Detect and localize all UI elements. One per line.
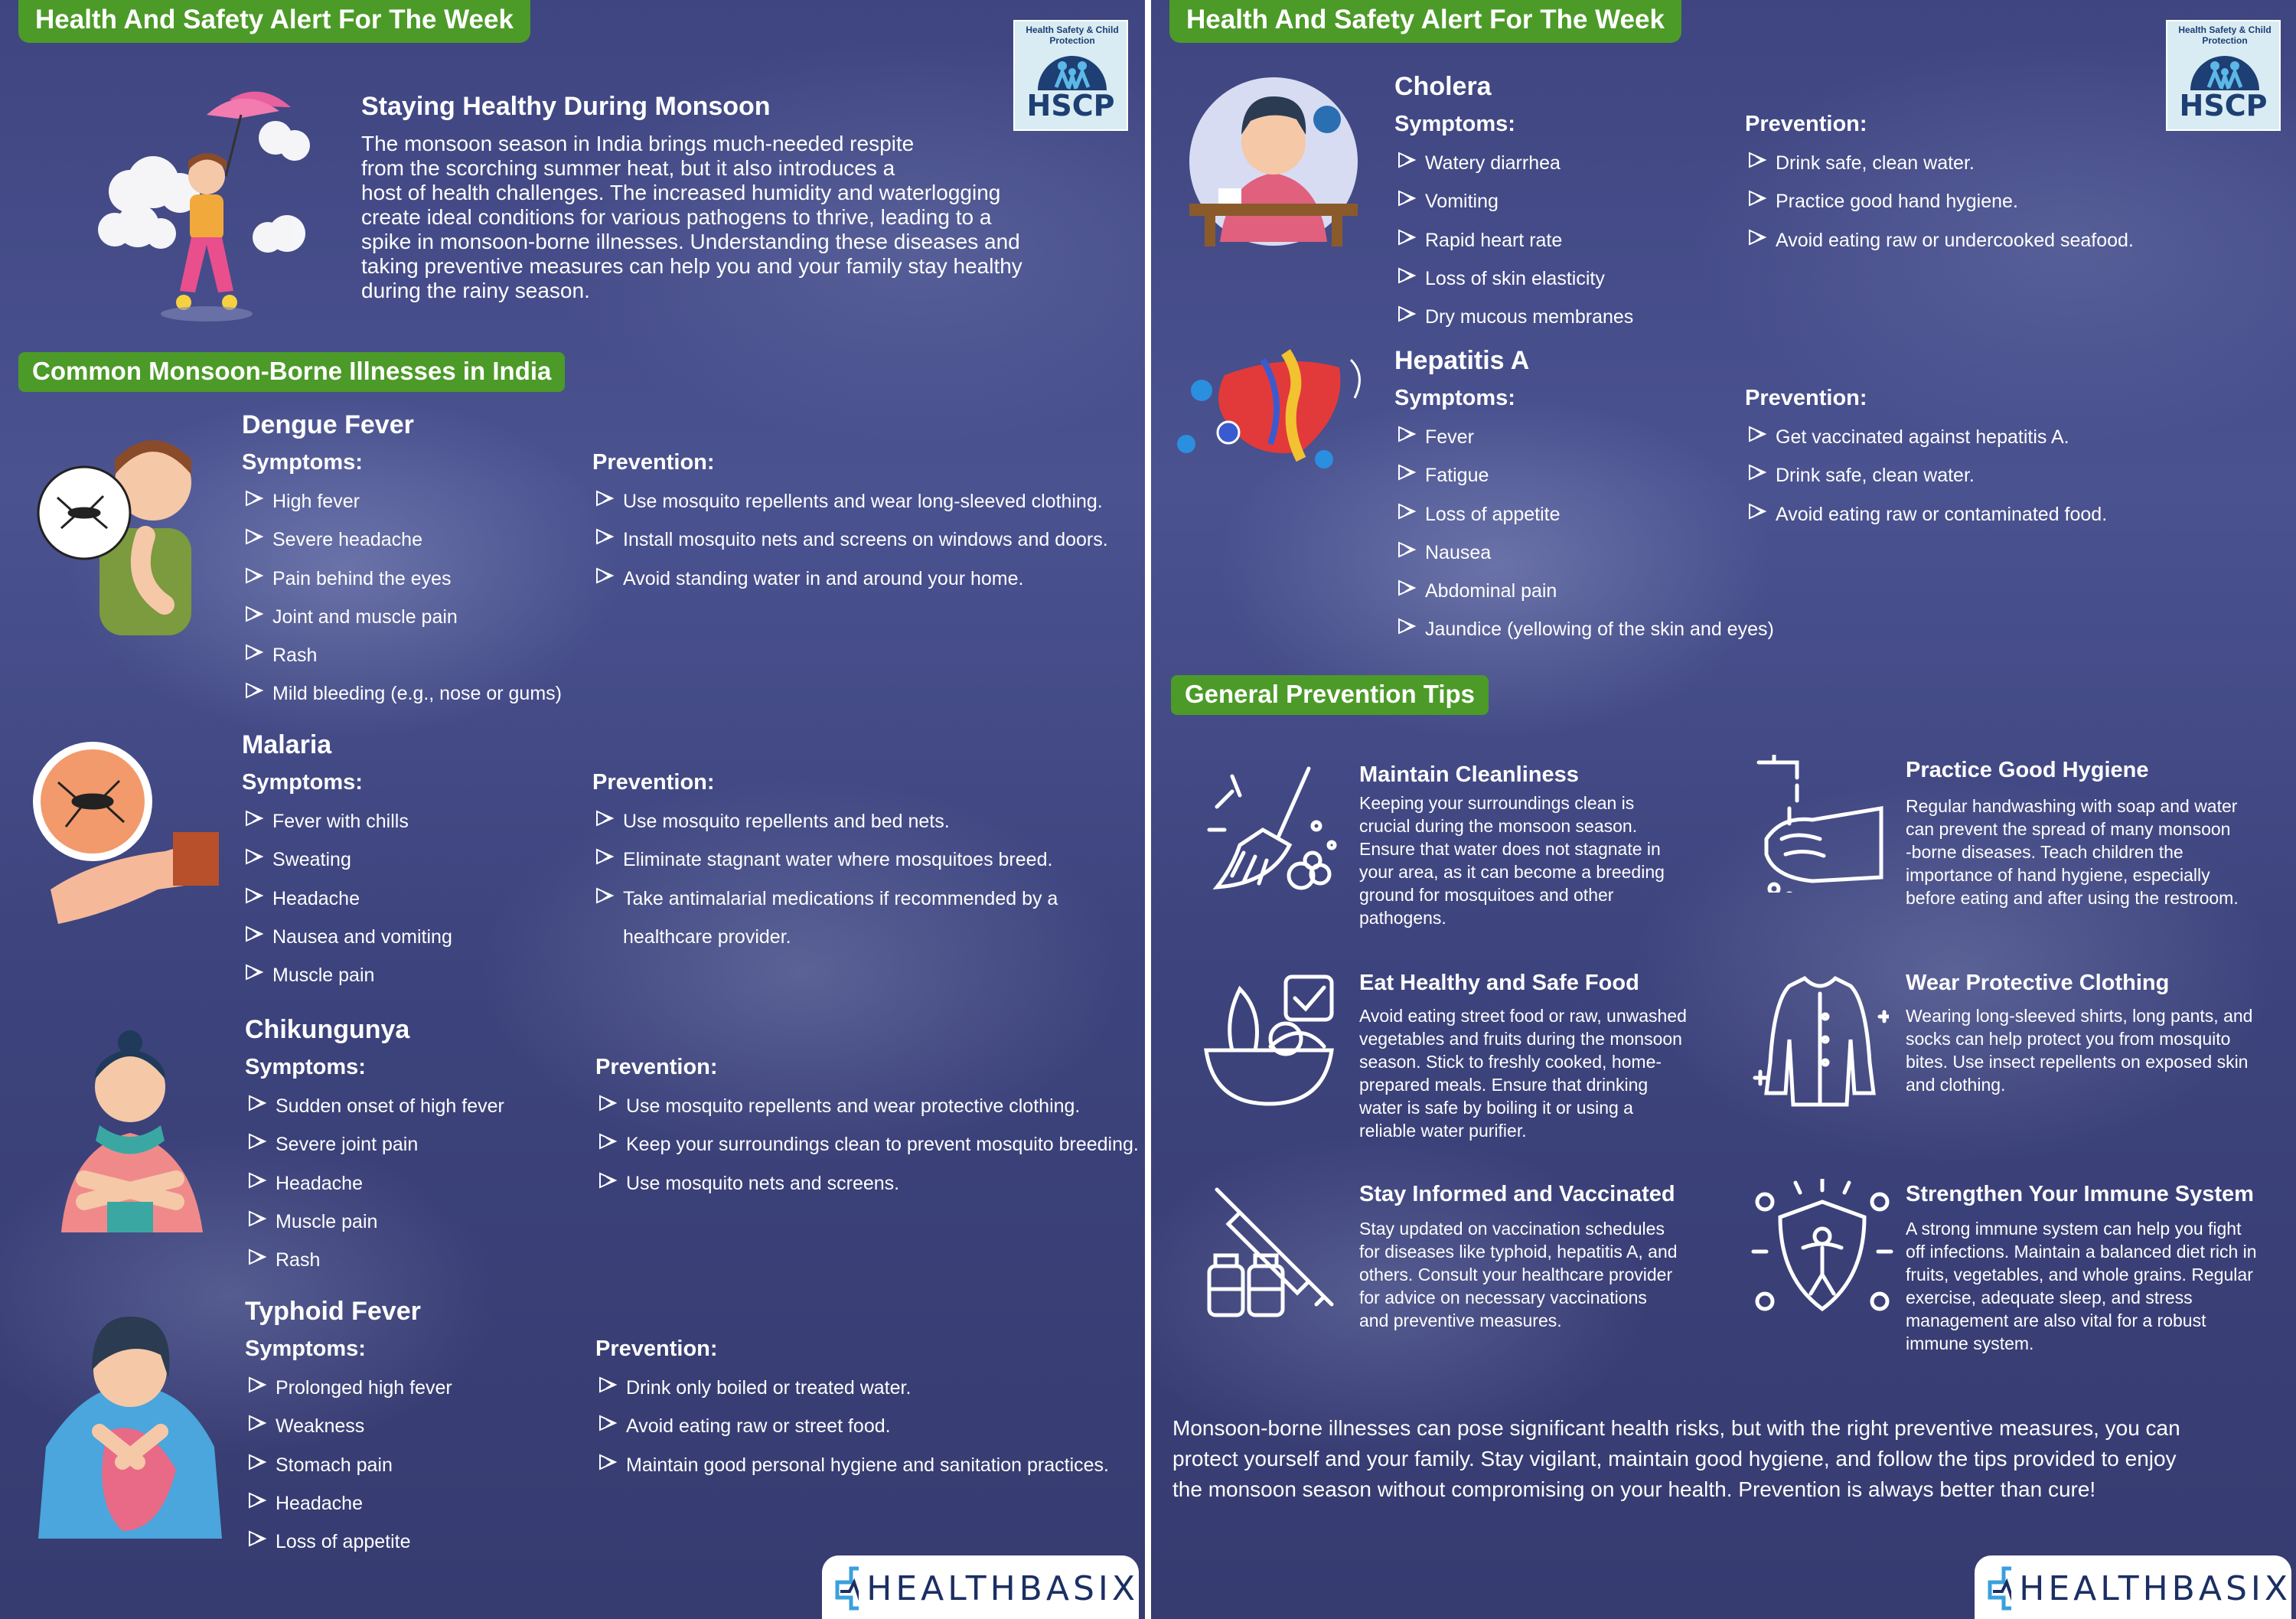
symptoms-label: Symptoms: — [1394, 112, 1515, 136]
handwashing-icon — [1751, 755, 1889, 893]
hscp-arc-text: Health Safety & Child Protection — [2178, 24, 2272, 46]
list-item: Jaundice (yellowing of the skin and eyes) — [1396, 615, 1855, 653]
chevron-right-icon — [1746, 423, 1776, 454]
tip-title: Maintain Cleanliness — [1359, 762, 1579, 787]
vaccine-syringe-icon — [1202, 1182, 1339, 1320]
page-divider — [1145, 0, 1151, 1619]
list-item: Rash — [243, 641, 572, 679]
intro-line: from the scorching summer heat, but it also introduces a — [361, 156, 895, 180]
dengue-prevention-list — [594, 487, 1137, 602]
list-item: Muscle pain — [246, 1207, 576, 1245]
chevron-right-icon — [243, 884, 272, 916]
long-sleeve-shirt-icon — [1751, 971, 1889, 1108]
chevron-right-icon — [1746, 226, 1776, 257]
chevron-right-icon — [1396, 576, 1425, 608]
chevron-right-icon — [243, 487, 272, 518]
list-item: Dry mucous membranes — [1396, 302, 1725, 341]
closing-line: the monsoon season without compromising on your health. Prevention is always better than cure! — [1172, 1477, 2096, 1501]
chevron-right-icon — [1396, 226, 1425, 257]
symptoms-label: Symptoms: — [242, 450, 363, 475]
chevron-right-icon — [1396, 461, 1425, 492]
chevron-right-icon — [597, 1169, 626, 1200]
list-item: Loss of skin elasticity — [1396, 264, 1725, 302]
symptoms-label: Symptoms: — [245, 1337, 366, 1361]
chevron-right-icon — [243, 602, 272, 634]
intro-line: spike in monsoon-borne illnesses. Understanding these diseases and — [361, 230, 1020, 253]
tip-title: Practice Good Hygiene — [1906, 758, 2149, 782]
intro-title: Staying Healthy During Monsoon — [361, 92, 771, 121]
malaria-illustration — [28, 736, 227, 943]
intro-paragraph — [361, 132, 1065, 303]
hscp-arc-text: Health Safety & Child Protection — [1026, 24, 1119, 46]
chevron-right-icon — [246, 1373, 276, 1405]
cholera-prevention-list — [1746, 149, 2282, 264]
hscp-logo-text: HSCP — [2179, 89, 2268, 122]
chevron-right-icon — [594, 564, 623, 596]
illness-title-cholera: Cholera — [1394, 72, 1492, 101]
healthbasix-logo — [822, 1555, 1139, 1619]
header-banner: Health And Safety Alert For The Week — [18, 0, 530, 43]
list-item: High fever — [243, 487, 572, 525]
list-item: Pain behind the eyes — [243, 564, 572, 602]
prevention-label: Prevention: — [595, 1055, 718, 1079]
list-item: healthcare provider. — [623, 925, 791, 948]
healthy-food-bowl-icon — [1202, 974, 1339, 1111]
chevron-right-icon — [246, 1130, 276, 1161]
chevron-right-icon — [1396, 615, 1425, 646]
chevron-right-icon — [246, 1169, 276, 1200]
list-item: Sudden onset of high fever — [246, 1092, 576, 1130]
intro-line: host of health challenges. The increased humidity and waterlogging — [361, 181, 1001, 204]
list-item: Avoid eating raw or street food. — [597, 1412, 1142, 1450]
chevron-right-icon — [243, 961, 272, 992]
chevron-right-icon — [597, 1412, 626, 1443]
chikungunya-prevention-list — [597, 1092, 1142, 1207]
chevron-right-icon — [1396, 538, 1425, 570]
list-item: Joint and muscle pain — [243, 602, 572, 641]
symptoms-label: Symptoms: — [1394, 386, 1515, 410]
list-item: Use mosquito repellents and bed nets. — [594, 807, 1137, 845]
broom-icon — [1202, 761, 1339, 899]
list-item: Nausea and vomiting — [243, 922, 572, 961]
chevron-right-icon — [243, 564, 272, 596]
list-item: Avoid eating raw or contaminated food. — [1746, 500, 2282, 538]
chevron-right-icon — [243, 845, 272, 876]
right-page — [1151, 0, 2296, 1619]
chevron-right-icon — [243, 641, 272, 672]
healthbasix-logo — [1975, 1555, 2291, 1619]
tip-title: Stay Informed and Vaccinated — [1359, 1182, 1675, 1206]
list-item: Headache — [243, 884, 572, 922]
chevron-right-icon — [597, 1373, 626, 1405]
prevention-label: Prevention: — [1745, 112, 1867, 136]
list-item: Use mosquito repellents and wear protective clothing. — [597, 1092, 1142, 1130]
illness-title-dengue: Dengue Fever — [242, 410, 414, 439]
symptoms-label: Symptoms: — [245, 1055, 366, 1079]
list-item: Avoid standing water in and around your home. — [594, 564, 1137, 602]
chikungunya-symptoms-list — [246, 1092, 576, 1284]
typhoid-illustration — [31, 1301, 230, 1546]
list-item: Headache — [246, 1169, 576, 1207]
list-item: Vomiting — [1396, 187, 1725, 225]
prevention-label: Prevention: — [592, 770, 715, 795]
list-item: Maintain good personal hygiene and sanitation practices. — [597, 1451, 1142, 1489]
list-item: Rash — [246, 1245, 576, 1284]
typhoid-symptoms-list — [246, 1373, 576, 1565]
list-item: Loss of appetite — [1396, 500, 1855, 538]
list-item: Take antimalarial medications if recommended by a — [594, 884, 1137, 922]
typhoid-prevention-list — [597, 1373, 1142, 1489]
left-page — [0, 0, 1145, 1619]
chevron-right-icon — [594, 525, 623, 557]
chevron-right-icon — [597, 1092, 626, 1123]
chevron-right-icon — [243, 679, 272, 710]
chevron-right-icon — [246, 1527, 276, 1559]
chevron-right-icon — [1746, 149, 1776, 180]
chevron-right-icon — [1396, 149, 1425, 180]
list-item: Keep your surroundings clean to prevent mosquito breeding. — [597, 1130, 1142, 1168]
immune-shield-icon — [1750, 1179, 1895, 1324]
list-item: Fatigue — [1396, 461, 1855, 499]
chevron-right-icon — [1396, 302, 1425, 334]
intro-line: taking preventive measures can help you and your family stay healthy — [361, 254, 1022, 278]
prevention-label: Prevention: — [595, 1337, 718, 1361]
list-item: Install mosquito nets and screens on windows and doors. — [594, 525, 1137, 563]
tip-body: Wearing long-sleeved shirts, long pants, and socks can help protect you from mosquito bites. Use insect repellents on exposed skin and clothing. — [1906, 1006, 2253, 1095]
chevron-right-icon — [597, 1451, 626, 1482]
list-item: Use mosquito nets and screens. — [597, 1169, 1142, 1207]
tip-title: Strengthen Your Immune System — [1906, 1182, 2254, 1206]
prevention-label: Prevention: — [592, 450, 715, 475]
brand-text: HEALTHBASIX — [2019, 1568, 2291, 1608]
closing-line: Monsoon-borne illnesses can pose significant health risks, but with the right preventive measures, you can — [1172, 1416, 2180, 1440]
symptoms-label: Symptoms: — [242, 770, 363, 795]
chevron-right-icon — [243, 807, 272, 838]
list-item: Eliminate stagnant water where mosquitoes breed. — [594, 845, 1137, 883]
list-item: Fever with chills — [243, 807, 572, 845]
prevention-label: Prevention: — [1745, 386, 1867, 410]
tip-body: A strong immune system can help you fight off infections. Maintain a balanced diet rich in fruits, vegetables, and whole grains. Regular exercise, adequate sleep, and stress management are also vital for a robust immune system. — [1906, 1219, 2257, 1353]
illness-title-typhoid: Typhoid Fever — [245, 1297, 421, 1326]
illness-title-malaria: Malaria — [242, 730, 332, 759]
list-item: Watery diarrhea — [1396, 149, 1725, 187]
dengue-illustration — [31, 413, 230, 643]
cholera-symptoms-list — [1396, 149, 1725, 341]
list-item: Practice good hand hygiene. — [1746, 187, 2282, 225]
list-item: Drink only boiled or treated water. — [597, 1373, 1142, 1412]
chevron-right-icon — [594, 487, 623, 518]
list-item: Drink safe, clean water. — [1746, 461, 2282, 499]
chevron-right-icon — [1396, 264, 1425, 295]
hscp-logo — [2166, 20, 2281, 131]
chevron-right-icon — [243, 922, 272, 954]
section-banner-illnesses: Common Monsoon-Borne Illnesses in India — [18, 352, 565, 392]
list-item: Avoid eating raw or undercooked seafood. — [1746, 226, 2282, 264]
chevron-right-icon — [246, 1489, 276, 1520]
intro-line: The monsoon season in India brings much-needed respite — [361, 132, 915, 155]
list-item: Severe joint pain — [246, 1130, 576, 1168]
list-item: Get vaccinated against hepatitis A. — [1746, 423, 2282, 461]
chevron-right-icon — [246, 1451, 276, 1482]
list-item: Stomach pain — [246, 1451, 576, 1489]
hepatitis-liver-illustration — [1171, 344, 1378, 498]
closing-line: protect yourself and your family. Stay vigilant, maintain good hygiene, and follow the tips provided to enjoy — [1172, 1447, 2177, 1470]
chevron-right-icon — [246, 1092, 276, 1123]
chevron-right-icon — [246, 1412, 276, 1443]
list-item: Abdominal pain — [1396, 576, 1855, 615]
intro-line: during the rainy season. — [361, 279, 590, 302]
chevron-right-icon — [594, 884, 623, 916]
chevron-right-icon — [246, 1207, 276, 1239]
list-item: Loss of appetite — [246, 1527, 576, 1565]
list-item: Nausea — [1396, 538, 1855, 576]
tip-title: Wear Protective Clothing — [1906, 971, 2170, 995]
health-cross-icon — [1987, 1565, 2011, 1611]
chevron-right-icon — [1746, 187, 1776, 218]
tip-title: Eat Healthy and Safe Food — [1359, 971, 1639, 995]
chikungunya-illustration — [31, 1018, 230, 1240]
closing-paragraph — [1172, 1413, 2282, 1505]
tip-body: Regular handwashing with soap and water can prevent the spread of many monsoon -borne diseases. Teach children the importance of hand hygiene, especially before eating and after using the restroom. — [1906, 796, 2239, 908]
list-item: Drink safe, clean water. — [1746, 149, 2282, 187]
chevron-right-icon — [1396, 423, 1425, 454]
header-banner: Health And Safety Alert For The Week — [1169, 0, 1681, 43]
chevron-right-icon — [1396, 187, 1425, 218]
chevron-right-icon — [594, 807, 623, 838]
chevron-right-icon — [246, 1245, 276, 1277]
tip-body: Avoid eating street food or raw, unwashed vegetables and fruits during the monsoon season. Stick to freshly cooked, home- prepared meals. Ensure that drinking water is safe by boiling it or using a reliable water purifier. — [1359, 1006, 1687, 1141]
hepatitis-prevention-list — [1746, 423, 2282, 538]
section-banner-tips: General Prevention Tips — [1171, 675, 1489, 715]
chevron-right-icon — [1746, 500, 1776, 531]
list-item: Fever — [1396, 423, 1855, 461]
list-item: Weakness — [246, 1412, 576, 1450]
chevron-right-icon — [1396, 500, 1425, 531]
list-item: Prolonged high fever — [246, 1373, 576, 1412]
chevron-right-icon — [243, 525, 272, 557]
cholera-illustration — [1174, 73, 1365, 257]
list-item: Mild bleeding (e.g., nose or gums) — [243, 679, 572, 717]
list-item: Rapid heart rate — [1396, 226, 1725, 264]
illness-title-hepatitis-a: Hepatitis A — [1394, 346, 1530, 375]
tip-body: Stay updated on vaccination schedules for diseases like typhoid, hepatitis A, and others. Consult your healthcare provider for advice on necessary vaccinations and preventive measures. — [1359, 1219, 1678, 1330]
illness-title-chikungunya: Chikungunya — [245, 1015, 410, 1044]
chevron-right-icon — [597, 1130, 626, 1161]
list-item: Muscle pain — [243, 961, 572, 999]
list-item: Sweating — [243, 845, 572, 883]
malaria-prevention-list — [594, 807, 1137, 961]
chevron-right-icon — [594, 845, 623, 876]
tip-body: Keeping your surroundings clean is crucial during the monsoon season. Ensure that water does not stagnate in your area, as it can become a breeding ground for mosquitoes and other pathogens. — [1359, 793, 1665, 928]
brand-text: HEALTHBASIX — [866, 1568, 1139, 1608]
list-item: Use mosquito repellents and wear long-sleeved clothing. — [594, 487, 1137, 525]
intro-line: create ideal conditions for various pathogens to thrive, leading to a — [361, 205, 992, 229]
dengue-symptoms-list — [243, 487, 572, 718]
hscp-logo — [1013, 20, 1128, 131]
girl-umbrella-illustration — [84, 84, 321, 329]
hscp-logo-text: HSCP — [1026, 89, 1115, 122]
malaria-symptoms-list — [243, 807, 572, 999]
chevron-right-icon — [1746, 461, 1776, 492]
health-cross-icon — [834, 1565, 859, 1611]
list-item: Headache — [246, 1489, 576, 1527]
list-item: Severe headache — [243, 525, 572, 563]
